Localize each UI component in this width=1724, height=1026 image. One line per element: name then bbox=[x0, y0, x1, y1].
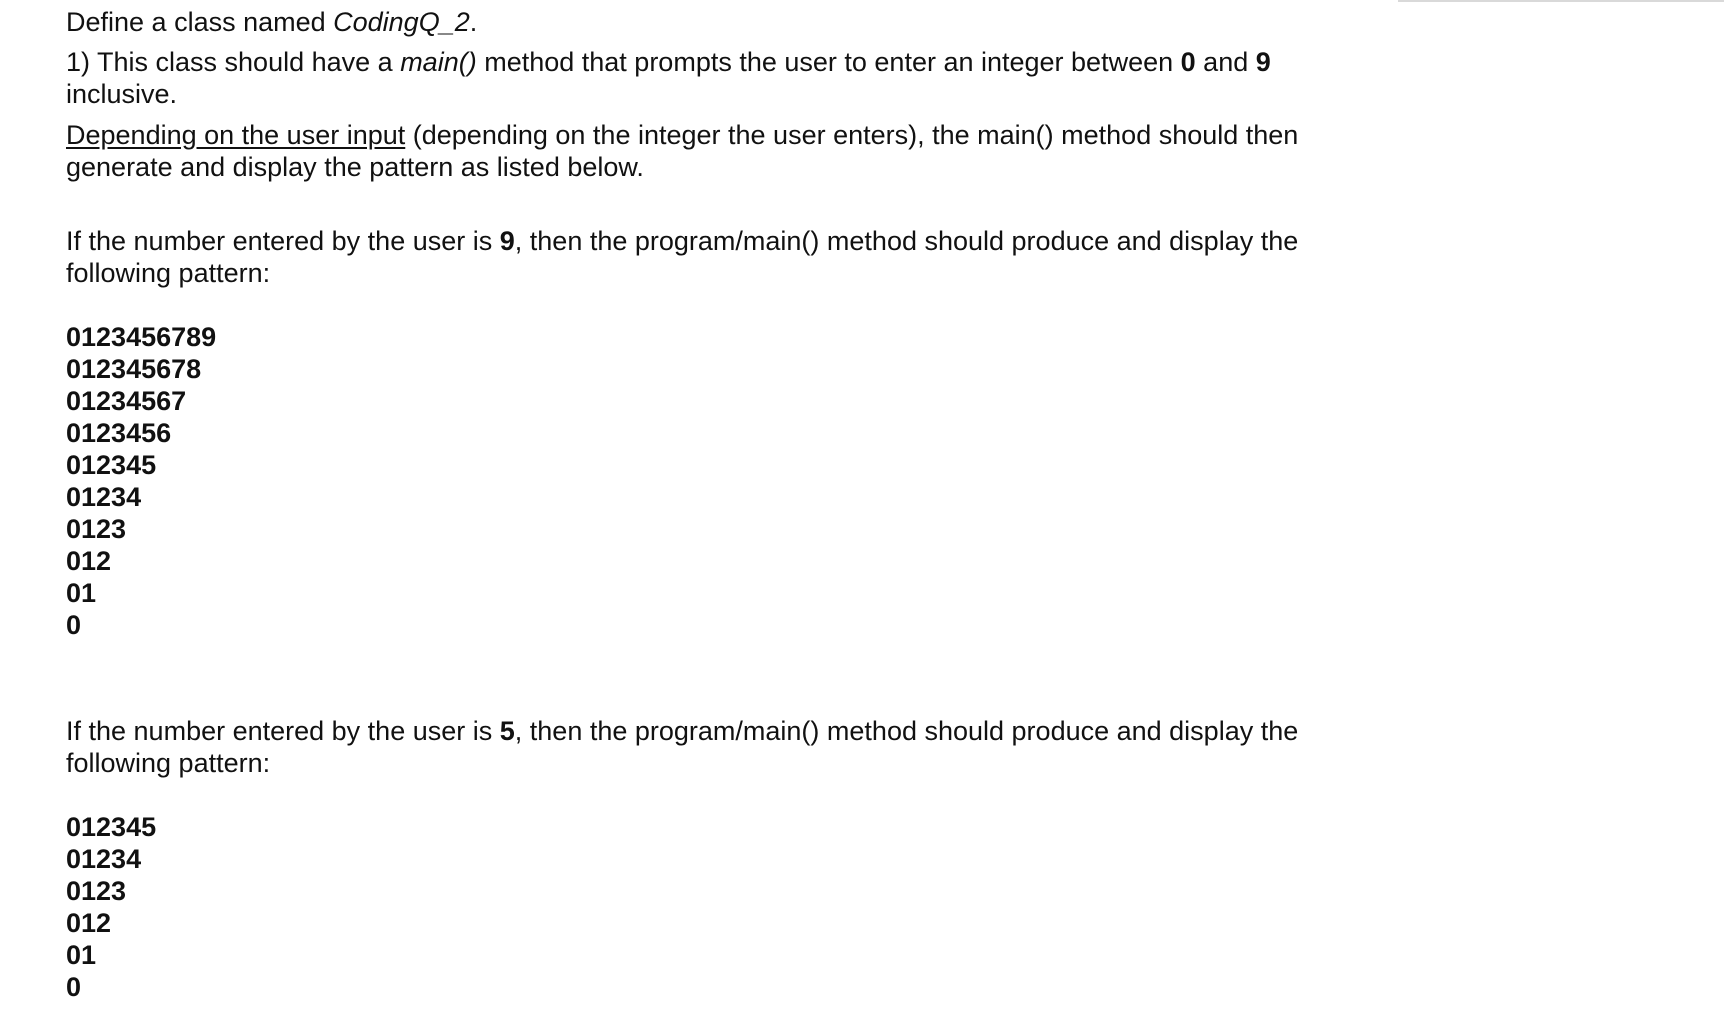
title-prefix: Define a class named bbox=[66, 7, 334, 37]
pattern-line: 0 bbox=[66, 972, 82, 1002]
pattern-line: 012 bbox=[66, 908, 112, 938]
dependency-rest: (depending on the integer the user enters), the main() method should then generate and display the pattern as listed below. bbox=[66, 120, 1299, 182]
pattern-line: 0123 bbox=[66, 876, 127, 906]
case-nine-number: 9 bbox=[499, 226, 515, 256]
range-and: and bbox=[1195, 47, 1256, 77]
pattern-line: 012345 bbox=[66, 450, 157, 480]
main-method-requirement bbox=[66, 46, 1356, 110]
pattern-line: 01 bbox=[66, 578, 97, 608]
requirement-prefix: 1) This class should have a bbox=[66, 47, 401, 77]
case-nine-description bbox=[66, 225, 1356, 289]
pattern-nine bbox=[66, 321, 1356, 641]
pattern-line: 012345678 bbox=[66, 354, 202, 384]
requirement-middle: method that prompts the user to enter an integer between bbox=[476, 47, 1181, 77]
pattern-line: 0123456 bbox=[66, 418, 172, 448]
case-five-suffix: , then the program/main() method should produce and display the following pattern: bbox=[66, 716, 1299, 778]
pattern-line: 01234 bbox=[66, 844, 142, 874]
pattern-line: 012 bbox=[66, 546, 112, 576]
range-high: 9 bbox=[1255, 47, 1271, 77]
case-five-description bbox=[66, 715, 1356, 779]
requirement-tail: inclusive. bbox=[66, 79, 178, 109]
pattern-five bbox=[66, 811, 1356, 1003]
assignment-document bbox=[66, 6, 1356, 1003]
title-suffix: . bbox=[469, 7, 478, 37]
case-nine-suffix: , then the program/main() method should produce and display the following pattern: bbox=[66, 226, 1299, 288]
case-nine-prefix: If the number entered by the user is bbox=[66, 226, 500, 256]
pattern-line: 01 bbox=[66, 940, 97, 970]
pattern-line: 0123456789 bbox=[66, 322, 217, 352]
main-method-name: main() bbox=[400, 47, 477, 77]
class-definition-line bbox=[66, 6, 1356, 38]
pattern-line: 012345 bbox=[66, 812, 157, 842]
pattern-line: 01234 bbox=[66, 482, 142, 512]
dependency-underlined: Depending on the user input bbox=[66, 120, 406, 150]
range-low: 0 bbox=[1180, 47, 1196, 77]
pattern-line: 0 bbox=[66, 610, 82, 640]
class-name: CodingQ_2 bbox=[333, 7, 470, 37]
case-five-number: 5 bbox=[499, 716, 515, 746]
dependency-paragraph bbox=[66, 119, 1356, 183]
pattern-line: 01234567 bbox=[66, 386, 187, 416]
pattern-line: 0123 bbox=[66, 514, 127, 544]
top-divider bbox=[1398, 0, 1724, 2]
case-five-prefix: If the number entered by the user is bbox=[66, 716, 500, 746]
